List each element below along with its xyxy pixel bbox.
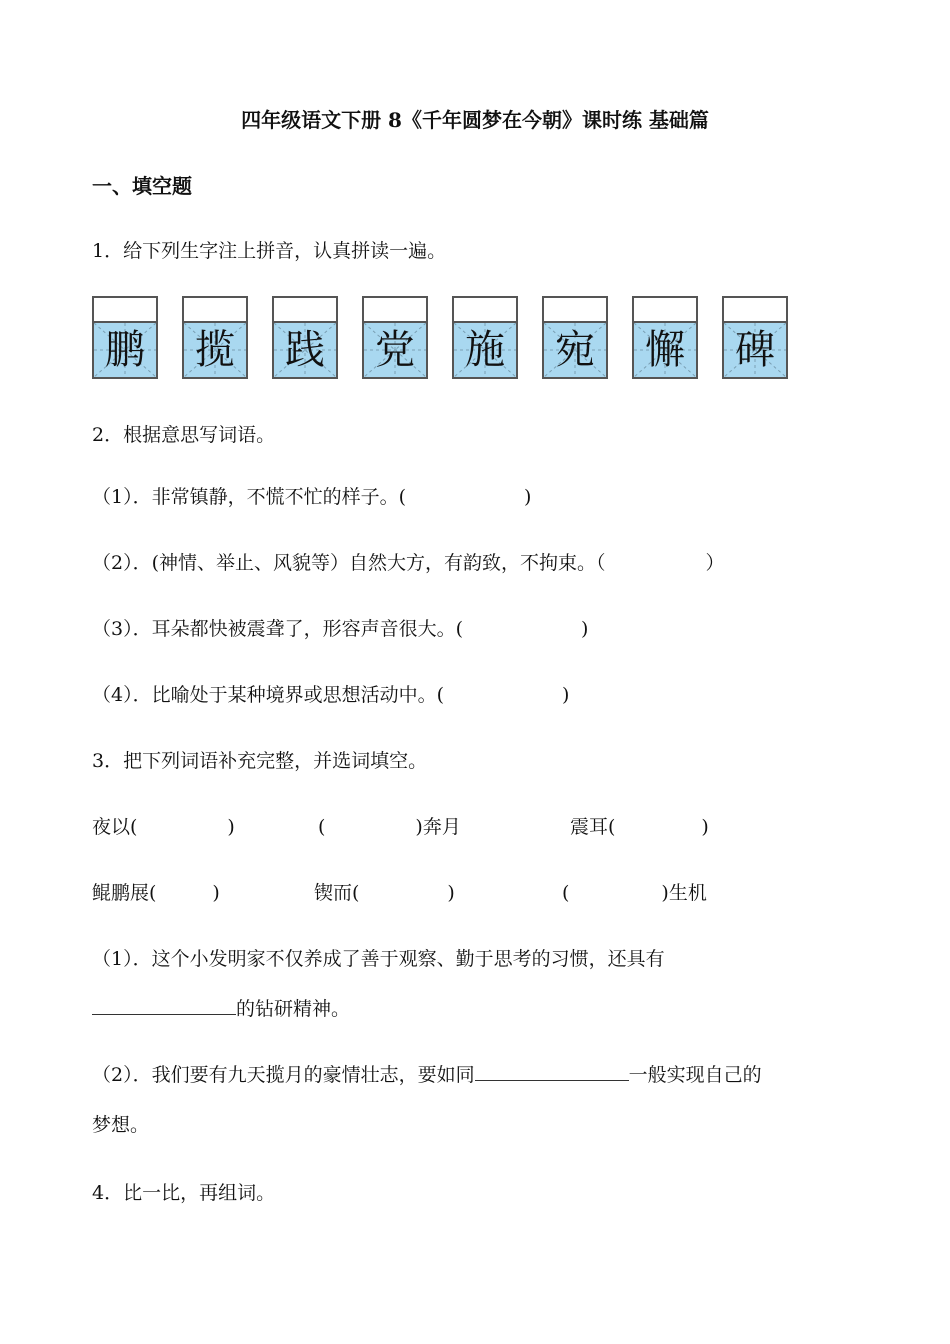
question-2: 2．根据意思写词语。 — [92, 424, 276, 446]
pinyin-field[interactable] — [94, 298, 156, 323]
char-cell — [722, 296, 788, 379]
pinyin-field[interactable] — [634, 298, 696, 323]
pinyin-field[interactable] — [184, 298, 246, 323]
word-fill: 鲲鹏展( ) — [92, 882, 220, 904]
q3-sentence-2: （2）．我们要有九天揽月的豪情壮志，要如同 一般实现自己的 — [92, 1064, 762, 1086]
char-cell — [542, 296, 608, 379]
char-cell — [632, 296, 698, 379]
word-fill: ( )奔月 — [318, 816, 461, 838]
q3-sentence-1-cont: 的钻研精神。 — [92, 994, 350, 1021]
q2-item-2: （2）．(神情、举止、风貌等）自然大方，有韵致，不拘束。（ ） — [92, 552, 725, 574]
question-1: 1．给下列生字注上拼音，认真拼读一遍。 — [92, 240, 447, 262]
pinyin-field[interactable] — [274, 298, 336, 323]
q3-sentence-1: （1）．这个小发明家不仅养成了善于观察、勤于思考的习惯，还具有 — [92, 948, 665, 970]
char: 碑 — [735, 327, 775, 373]
page-title: 四年级语文下册 8《千年圆梦在今朝》课时练 基础篇 — [241, 108, 709, 132]
q2-item-3: （3）．耳朵都快被震聋了，形容声音很大。( ) — [92, 618, 589, 640]
char: 践 — [285, 327, 325, 373]
pinyin-field[interactable] — [544, 298, 606, 323]
char: 懈 — [645, 327, 685, 373]
q2-item-4: （4）．比喻处于某种境界或思想活动中。( ) — [92, 684, 570, 706]
pinyin-field[interactable] — [364, 298, 426, 323]
char-cell — [92, 296, 158, 379]
char-cell — [272, 296, 338, 379]
char-cell — [452, 296, 518, 379]
char: 施 — [465, 327, 505, 373]
char: 鹏 — [105, 327, 145, 373]
pinyin-field[interactable] — [724, 298, 786, 323]
q3-sentence-2-cont: 梦想。 — [92, 1114, 150, 1136]
word-fill: 夜以( ) — [92, 816, 235, 838]
question-4: 4．比一比，再组词。 — [92, 1182, 276, 1204]
answer-line[interactable] — [475, 1062, 629, 1081]
char: 党 — [375, 327, 415, 373]
pinyin-field[interactable] — [454, 298, 516, 323]
q2-item-1: （1）．非常镇静，不慌不忙的样子。( ) — [92, 486, 532, 508]
question-3: 3．把下列词语补充完整，并选词填空。 — [92, 750, 428, 772]
char: 宛 — [555, 327, 595, 373]
char: 揽 — [195, 327, 235, 373]
section-heading: 一、填空题 — [92, 174, 192, 198]
answer-line[interactable] — [92, 996, 236, 1015]
char-cell — [182, 296, 248, 379]
word-fill: 震耳( ) — [570, 816, 709, 838]
word-fill: ( )生机 — [562, 882, 707, 904]
char-cell — [362, 296, 428, 379]
word-fill: 锲而( ) — [314, 882, 455, 904]
